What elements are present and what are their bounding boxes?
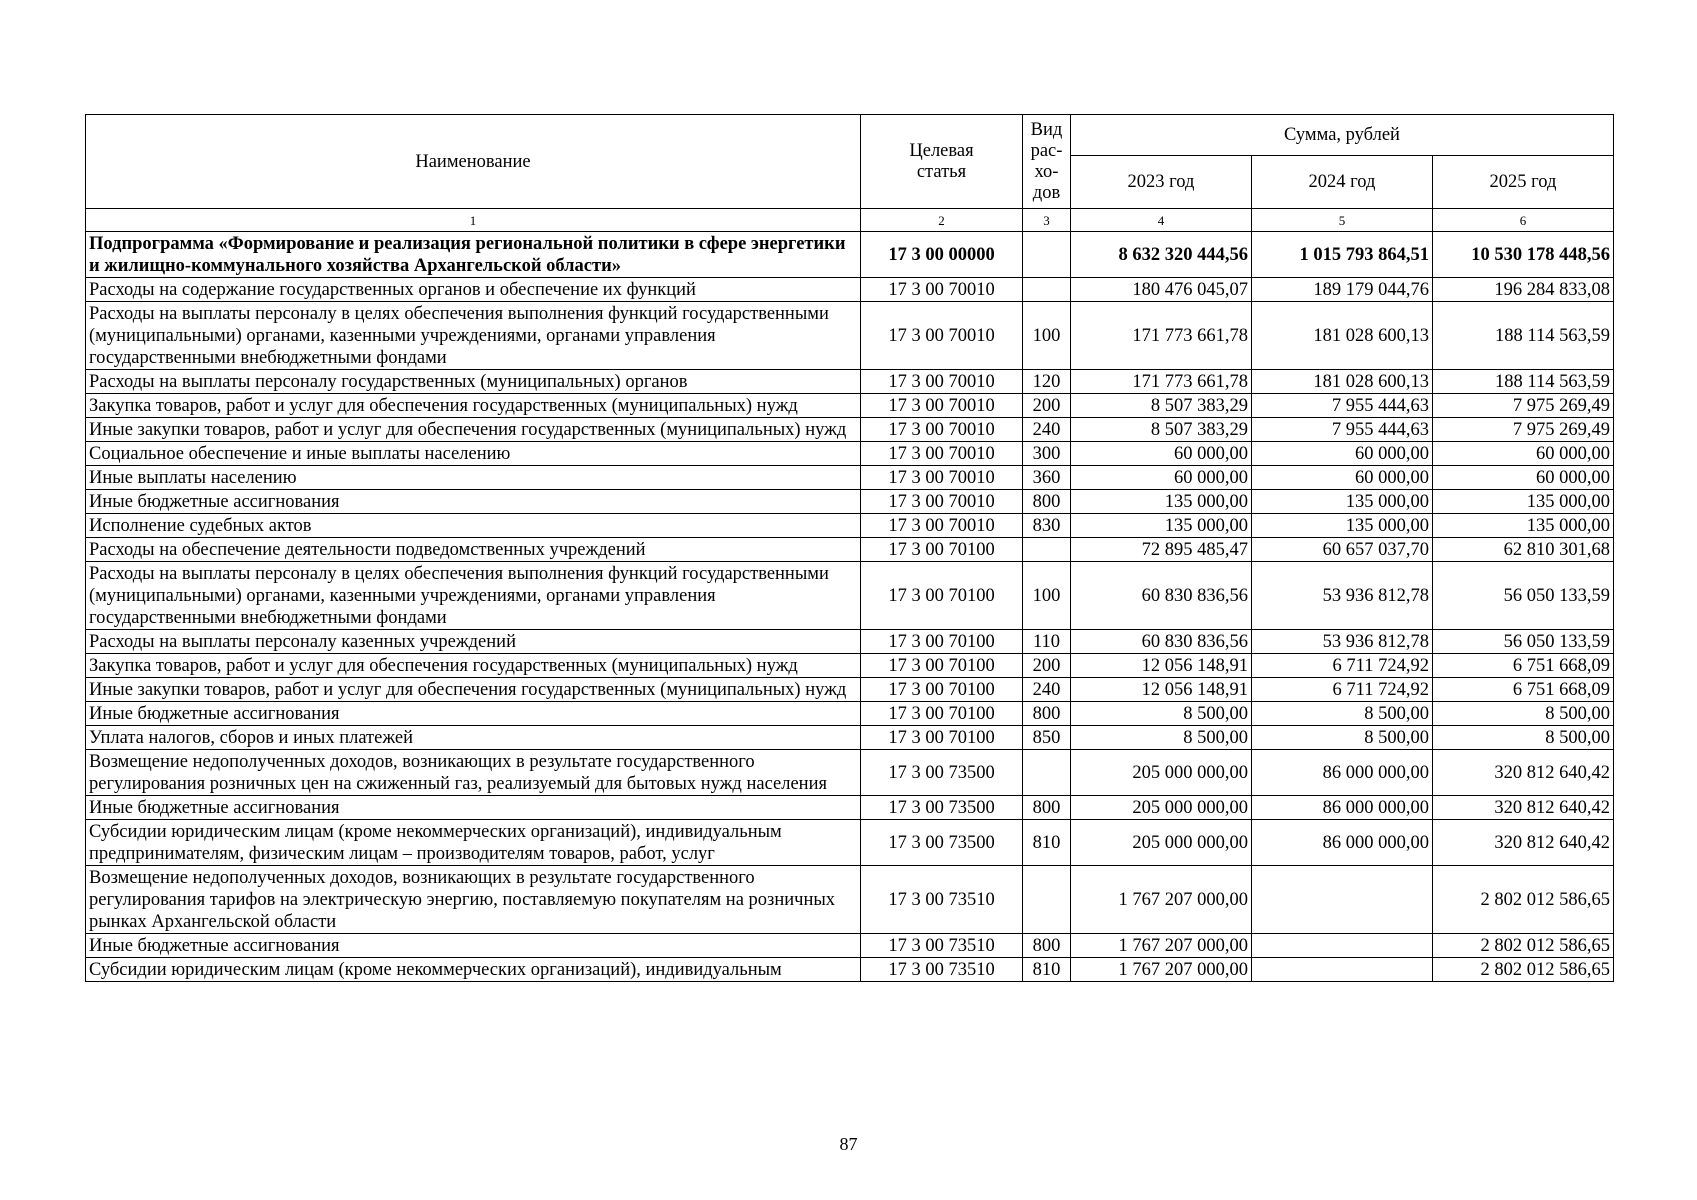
column-number-3: 3 bbox=[1023, 209, 1071, 232]
table-body bbox=[86, 232, 1614, 982]
table-row bbox=[86, 442, 1614, 466]
row-target-code: 17 3 00 73510 bbox=[861, 866, 1023, 934]
row-name: Возмещение недополученных доходов, возникающих в результате государственного регулирования тарифов на электрическую энергию, поставляемую покупателям на розничных рынках Архангельской области bbox=[86, 866, 861, 934]
table-row bbox=[86, 232, 1614, 278]
table-row bbox=[86, 538, 1614, 562]
header-sum: Сумма, рублей bbox=[1071, 115, 1614, 156]
page-number: 87 bbox=[839, 1134, 858, 1154]
row-amount-2023: 135 000,00 bbox=[1071, 490, 1252, 514]
row-expense-type bbox=[1023, 278, 1071, 302]
row-expense-type bbox=[1023, 750, 1071, 796]
table-row bbox=[86, 820, 1614, 866]
table-row bbox=[86, 370, 1614, 394]
row-expense-type: 360 bbox=[1023, 466, 1071, 490]
row-amount-2023: 60 000,00 bbox=[1071, 466, 1252, 490]
row-name: Возмещение недополученных доходов, возникающих в результате государственного регулирования розничных цен на сжиженный газ, реализуемый для бытовых нужд населения bbox=[86, 750, 861, 796]
table-row bbox=[86, 562, 1614, 630]
row-amount-2024: 6 711 724,92 bbox=[1252, 654, 1433, 678]
row-name: Иные выплаты населению bbox=[86, 466, 861, 490]
row-amount-2023: 8 507 383,29 bbox=[1071, 418, 1252, 442]
row-expense-type: 810 bbox=[1023, 958, 1071, 982]
row-amount-2023: 205 000 000,00 bbox=[1071, 750, 1252, 796]
table-row bbox=[86, 866, 1614, 934]
header-vid-text: Вид рас-хо-дов bbox=[1030, 120, 1063, 203]
table-row bbox=[86, 796, 1614, 820]
row-amount-2025: 188 114 563,59 bbox=[1433, 370, 1614, 394]
row-name: Расходы на выплаты персоналу государственных (муниципальных) органов bbox=[86, 370, 861, 394]
row-amount-2024: 135 000,00 bbox=[1252, 514, 1433, 538]
row-amount-2025: 7 975 269,49 bbox=[1433, 394, 1614, 418]
row-amount-2025: 2 802 012 586,65 bbox=[1433, 958, 1614, 982]
row-target-code: 17 3 00 70100 bbox=[861, 562, 1023, 630]
row-amount-2023: 1 767 207 000,00 bbox=[1071, 866, 1252, 934]
row-target-code: 17 3 00 70010 bbox=[861, 394, 1023, 418]
column-number-4: 4 bbox=[1071, 209, 1252, 232]
row-expense-type: 800 bbox=[1023, 490, 1071, 514]
row-amount-2025: 320 812 640,42 bbox=[1433, 750, 1614, 796]
row-amount-2024: 7 955 444,63 bbox=[1252, 418, 1433, 442]
row-name: Субсидии юридическим лицам (кроме некоммерческих организаций), индивидуальным предпринимателям, физическим лицам – производителям товаров, работ, услуг bbox=[86, 820, 861, 866]
row-target-code: 17 3 00 70100 bbox=[861, 702, 1023, 726]
row-amount-2025: 8 500,00 bbox=[1433, 702, 1614, 726]
row-expense-type: 200 bbox=[1023, 394, 1071, 418]
row-amount-2024: 181 028 600,13 bbox=[1252, 370, 1433, 394]
row-expense-type bbox=[1023, 866, 1071, 934]
row-amount-2023: 171 773 661,78 bbox=[1071, 370, 1252, 394]
row-expense-type: 240 bbox=[1023, 418, 1071, 442]
row-name: Иные закупки товаров, работ и услуг для обеспечения государственных (муниципальных) нужд bbox=[86, 678, 861, 702]
row-name: Социальное обеспечение и иные выплаты населению bbox=[86, 442, 861, 466]
row-amount-2024 bbox=[1252, 934, 1433, 958]
table-row bbox=[86, 630, 1614, 654]
row-amount-2024: 53 936 812,78 bbox=[1252, 630, 1433, 654]
row-amount-2024: 8 500,00 bbox=[1252, 726, 1433, 750]
row-expense-type: 120 bbox=[1023, 370, 1071, 394]
row-name: Закупка товаров, работ и услуг для обеспечения государственных (муниципальных) нужд bbox=[86, 654, 861, 678]
row-name: Расходы на выплаты персоналу казенных учреждений bbox=[86, 630, 861, 654]
row-expense-type: 200 bbox=[1023, 654, 1071, 678]
row-amount-2023: 1 767 207 000,00 bbox=[1071, 958, 1252, 982]
row-amount-2024 bbox=[1252, 866, 1433, 934]
row-amount-2023: 60 830 836,56 bbox=[1071, 562, 1252, 630]
row-amount-2023: 12 056 148,91 bbox=[1071, 678, 1252, 702]
row-amount-2023: 72 895 485,47 bbox=[1071, 538, 1252, 562]
row-amount-2025: 60 000,00 bbox=[1433, 442, 1614, 466]
row-amount-2023: 205 000 000,00 bbox=[1071, 796, 1252, 820]
row-expense-type: 800 bbox=[1023, 934, 1071, 958]
row-amount-2024: 53 936 812,78 bbox=[1252, 562, 1433, 630]
row-amount-2023: 180 476 045,07 bbox=[1071, 278, 1252, 302]
row-name: Расходы на выплаты персоналу в целях обеспечения выполнения функций государственными (муниципальными) органами, казенными учреждениями, органами управления государственными внебюджетными фондами bbox=[86, 302, 861, 370]
table-row bbox=[86, 934, 1614, 958]
row-amount-2025: 6 751 668,09 bbox=[1433, 654, 1614, 678]
row-target-code: 17 3 00 70100 bbox=[861, 630, 1023, 654]
row-name: Расходы на выплаты персоналу в целях обеспечения выполнения функций государственными (муниципальными) органами, казенными учреждениями, органами управления государственными внебюджетными фондами bbox=[86, 562, 861, 630]
table-row bbox=[86, 958, 1614, 982]
row-amount-2023: 12 056 148,91 bbox=[1071, 654, 1252, 678]
column-number-5: 5 bbox=[1252, 209, 1433, 232]
row-expense-type: 240 bbox=[1023, 678, 1071, 702]
row-target-code: 17 3 00 70010 bbox=[861, 278, 1023, 302]
row-target-code: 17 3 00 73510 bbox=[861, 934, 1023, 958]
row-amount-2024: 6 711 724,92 bbox=[1252, 678, 1433, 702]
row-name: Субсидии юридическим лицам (кроме некоммерческих организаций), индивидуальным bbox=[86, 958, 861, 982]
row-amount-2025: 2 802 012 586,65 bbox=[1433, 866, 1614, 934]
row-target-code: 17 3 00 70010 bbox=[861, 466, 1023, 490]
row-target-code: 17 3 00 70100 bbox=[861, 654, 1023, 678]
table-row bbox=[86, 726, 1614, 750]
row-expense-type: 110 bbox=[1023, 630, 1071, 654]
row-target-code: 17 3 00 73500 bbox=[861, 750, 1023, 796]
header-2023: 2023 год bbox=[1071, 156, 1252, 209]
table-row bbox=[86, 490, 1614, 514]
row-amount-2025: 196 284 833,08 bbox=[1433, 278, 1614, 302]
row-amount-2024: 7 955 444,63 bbox=[1252, 394, 1433, 418]
row-amount-2025: 135 000,00 bbox=[1433, 514, 1614, 538]
row-target-code: 17 3 00 00000 bbox=[861, 232, 1023, 278]
row-target-code: 17 3 00 70010 bbox=[861, 302, 1023, 370]
header-2025: 2025 год bbox=[1433, 156, 1614, 209]
table-row bbox=[86, 750, 1614, 796]
row-target-code: 17 3 00 73500 bbox=[861, 820, 1023, 866]
row-amount-2023: 135 000,00 bbox=[1071, 514, 1252, 538]
row-amount-2023: 205 000 000,00 bbox=[1071, 820, 1252, 866]
row-amount-2024: 60 657 037,70 bbox=[1252, 538, 1433, 562]
table-row bbox=[86, 702, 1614, 726]
column-number-2: 2 bbox=[861, 209, 1023, 232]
row-amount-2024: 8 500,00 bbox=[1252, 702, 1433, 726]
row-amount-2025: 188 114 563,59 bbox=[1433, 302, 1614, 370]
row-target-code: 17 3 00 70010 bbox=[861, 370, 1023, 394]
row-expense-type: 830 bbox=[1023, 514, 1071, 538]
row-name: Закупка товаров, работ и услуг для обеспечения государственных (муниципальных) нужд bbox=[86, 394, 861, 418]
row-name: Иные бюджетные ассигнования bbox=[86, 702, 861, 726]
table-row bbox=[86, 394, 1614, 418]
table-row bbox=[86, 514, 1614, 538]
row-amount-2025: 60 000,00 bbox=[1433, 466, 1614, 490]
header-2024: 2024 год bbox=[1252, 156, 1433, 209]
row-amount-2024: 60 000,00 bbox=[1252, 466, 1433, 490]
row-expense-type: 100 bbox=[1023, 302, 1071, 370]
row-amount-2025: 10 530 178 448,56 bbox=[1433, 232, 1614, 278]
row-expense-type: 800 bbox=[1023, 702, 1071, 726]
row-amount-2023: 1 767 207 000,00 bbox=[1071, 934, 1252, 958]
row-name: Уплата налогов, сборов и иных платежей bbox=[86, 726, 861, 750]
row-amount-2025: 6 751 668,09 bbox=[1433, 678, 1614, 702]
row-name: Иные бюджетные ассигнования bbox=[86, 934, 861, 958]
row-amount-2025: 7 975 269,49 bbox=[1433, 418, 1614, 442]
table-row bbox=[86, 466, 1614, 490]
row-amount-2023: 8 500,00 bbox=[1071, 702, 1252, 726]
header-target-text: Целевая статья bbox=[909, 141, 974, 182]
row-name: Расходы на обеспечение деятельности подведомственных учреждений bbox=[86, 538, 861, 562]
row-expense-type: 850 bbox=[1023, 726, 1071, 750]
header-target bbox=[861, 115, 1023, 209]
row-expense-type: 100 bbox=[1023, 562, 1071, 630]
column-number-6: 6 bbox=[1433, 209, 1614, 232]
row-target-code: 17 3 00 70100 bbox=[861, 678, 1023, 702]
row-amount-2025: 2 802 012 586,65 bbox=[1433, 934, 1614, 958]
row-name: Иные бюджетные ассигнования bbox=[86, 796, 861, 820]
row-expense-type bbox=[1023, 538, 1071, 562]
row-amount-2025: 62 810 301,68 bbox=[1433, 538, 1614, 562]
row-amount-2023: 8 500,00 bbox=[1071, 726, 1252, 750]
row-amount-2023: 8 632 320 444,56 bbox=[1071, 232, 1252, 278]
table-row bbox=[86, 278, 1614, 302]
row-amount-2023: 171 773 661,78 bbox=[1071, 302, 1252, 370]
row-target-code: 17 3 00 73510 bbox=[861, 958, 1023, 982]
row-target-code: 17 3 00 70010 bbox=[861, 442, 1023, 466]
row-target-code: 17 3 00 73500 bbox=[861, 796, 1023, 820]
table-row bbox=[86, 654, 1614, 678]
row-expense-type bbox=[1023, 232, 1071, 278]
row-name: Иные закупки товаров, работ и услуг для обеспечения государственных (муниципальных) нужд bbox=[86, 418, 861, 442]
row-target-code: 17 3 00 70100 bbox=[861, 726, 1023, 750]
row-amount-2024: 181 028 600,13 bbox=[1252, 302, 1433, 370]
row-name: Расходы на содержание государственных органов и обеспечение их функций bbox=[86, 278, 861, 302]
row-amount-2024: 86 000 000,00 bbox=[1252, 820, 1433, 866]
row-amount-2025: 56 050 133,59 bbox=[1433, 630, 1614, 654]
row-amount-2023: 60 000,00 bbox=[1071, 442, 1252, 466]
row-target-code: 17 3 00 70010 bbox=[861, 514, 1023, 538]
row-amount-2025: 320 812 640,42 bbox=[1433, 820, 1614, 866]
table-row bbox=[86, 418, 1614, 442]
row-target-code: 17 3 00 70100 bbox=[861, 538, 1023, 562]
row-name: Подпрограмма «Формирование и реализация региональной политики в сфере энергетики и жилищно-коммунального хозяйства Архангельской области» bbox=[86, 232, 861, 278]
row-amount-2025: 8 500,00 bbox=[1433, 726, 1614, 750]
row-amount-2025: 135 000,00 bbox=[1433, 490, 1614, 514]
row-amount-2024: 86 000 000,00 bbox=[1252, 750, 1433, 796]
row-expense-type: 800 bbox=[1023, 796, 1071, 820]
row-amount-2024: 189 179 044,76 bbox=[1252, 278, 1433, 302]
row-name: Иные бюджетные ассигнования bbox=[86, 490, 861, 514]
row-target-code: 17 3 00 70010 bbox=[861, 418, 1023, 442]
row-amount-2024: 86 000 000,00 bbox=[1252, 796, 1433, 820]
row-amount-2024: 60 000,00 bbox=[1252, 442, 1433, 466]
table-row bbox=[86, 302, 1614, 370]
header-name: Наименование bbox=[86, 115, 861, 209]
column-number-1: 1 bbox=[86, 209, 861, 232]
budget-table bbox=[85, 114, 1614, 982]
row-target-code: 17 3 00 70010 bbox=[861, 490, 1023, 514]
table-row bbox=[86, 678, 1614, 702]
row-amount-2024: 1 015 793 864,51 bbox=[1252, 232, 1433, 278]
row-expense-type: 810 bbox=[1023, 820, 1071, 866]
header-vid bbox=[1023, 115, 1071, 209]
row-amount-2025: 56 050 133,59 bbox=[1433, 562, 1614, 630]
row-amount-2024: 135 000,00 bbox=[1252, 490, 1433, 514]
row-amount-2025: 320 812 640,42 bbox=[1433, 796, 1614, 820]
row-name: Исполнение судебных актов bbox=[86, 514, 861, 538]
row-expense-type: 300 bbox=[1023, 442, 1071, 466]
row-amount-2023: 60 830 836,56 bbox=[1071, 630, 1252, 654]
row-amount-2023: 8 507 383,29 bbox=[1071, 394, 1252, 418]
row-amount-2024 bbox=[1252, 958, 1433, 982]
